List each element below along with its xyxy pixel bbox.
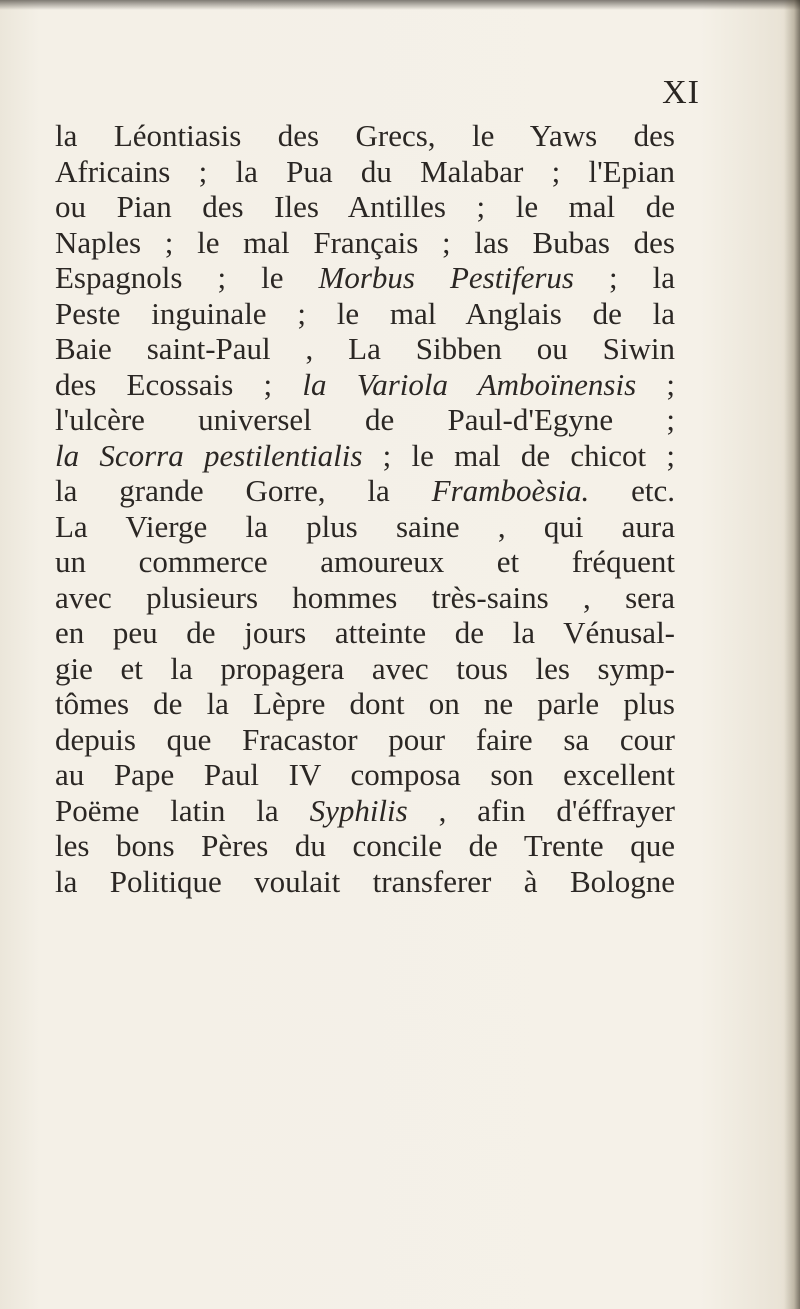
- text-line: Africains ; la Pua du Malabar ; l'Epian: [55, 153, 675, 189]
- page-number: XI: [662, 74, 700, 111]
- text-line: la Politique voulait transferer à Bologne: [55, 863, 675, 899]
- text-line: Poëme latin la Syphilis , afin d'éffrayer: [55, 792, 675, 828]
- italic-term: la Variola Amboïnensis: [302, 366, 637, 402]
- text-line: tômes de la Lèpre dont on ne parle plus: [55, 686, 675, 721]
- text-line: La Vierge la plus saine , qui aura: [55, 508, 675, 544]
- page-gutter-shadow: [784, 0, 800, 1309]
- body-text: [55, 118, 675, 899]
- text-line: Baie saint-Paul , La Sibben ou Siwin: [55, 331, 675, 366]
- text-line: la Léontiasis des Grecs, le Yaws des: [55, 118, 675, 153]
- text-line: depuis que Fracastor pour faire sa cour: [55, 721, 675, 757]
- text-line: l'ulcère universel de Paul-d'Egyne ;: [55, 402, 675, 437]
- text-line: Espagnols ; le Morbus Pestiferus ; la: [55, 260, 676, 295]
- text-line: Naples ; le mal Français ; las Bubas des: [55, 224, 675, 260]
- text-line: un commerce amoureux et fréquent: [55, 544, 675, 579]
- text-line: les bons Pères du concile de Trente que: [55, 828, 675, 863]
- italic-term: Framboèsia.: [431, 473, 590, 508]
- text-line: la grande Gorre, la Framboèsia. etc.: [55, 473, 675, 508]
- text-line: Peste inguinale ; le mal Anglais de la: [55, 295, 675, 331]
- page-top-shadow: [0, 0, 800, 10]
- italic-term: Syphilis: [309, 792, 408, 828]
- text-line: avec plusieurs hommes très-sains , sera: [55, 579, 675, 615]
- text-line: des Ecossais ; la Variola Amboïnensis ;: [55, 366, 675, 402]
- text-line: au Pape Paul IV composa son excellent: [55, 757, 675, 792]
- text-line: en peu de jours atteinte de la Vénusal-: [55, 615, 675, 650]
- text-line: ou Pian des Iles Antilles ; le mal de: [55, 189, 675, 224]
- text-line: la Scorra pestilentialis ; le mal de chicot ;: [55, 437, 675, 473]
- italic-term: la Scorra pestilentialis: [55, 437, 363, 473]
- italic-term: Morbus Pestiferus: [318, 260, 574, 295]
- text-line: gie et la propagera avec tous les symp-: [55, 650, 675, 686]
